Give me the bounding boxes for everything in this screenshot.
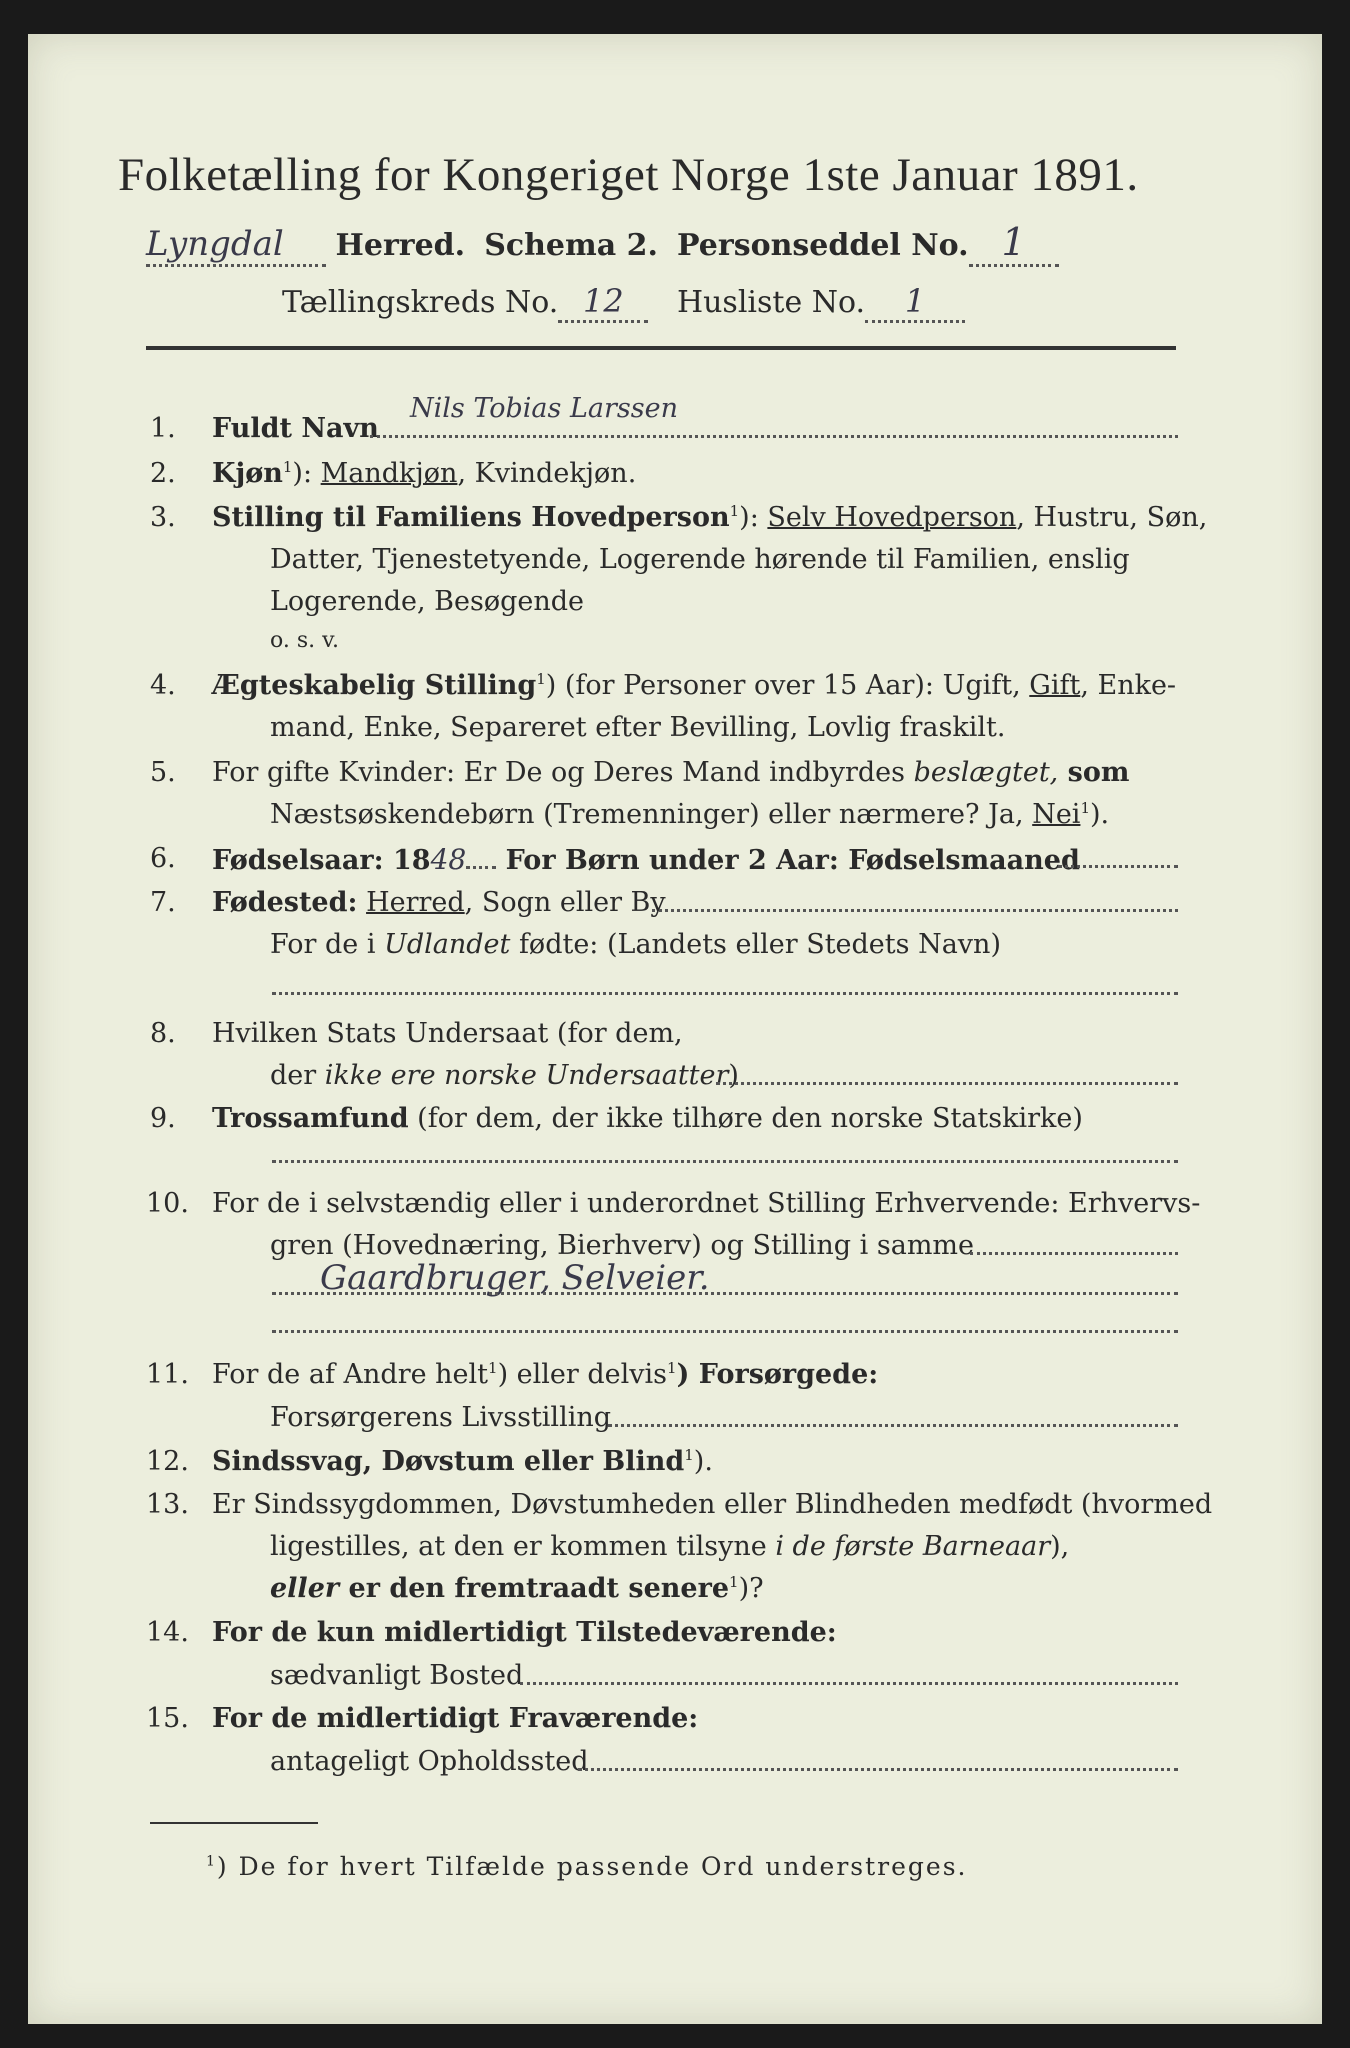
item-3-line3: Logerende, Besøgende — [270, 586, 584, 617]
item-5-number: 5. — [150, 757, 176, 788]
item-5-line2b: ). — [1089, 799, 1110, 830]
item-6-rest: For Børn under 2 Aar: Fødselsmaaned — [496, 845, 1080, 876]
item-14-number: 14. — [146, 1617, 189, 1648]
item-11-rest: ) eller delvis — [497, 1359, 668, 1390]
item-6-value: 48 — [430, 843, 467, 876]
item-3-sup: 1 — [729, 502, 740, 520]
item-2-sup: 1 — [282, 458, 293, 476]
item-8-line2 — [270, 1060, 739, 1091]
item-7-line2b: fødte: (Landets eller Stedets Navn) — [510, 929, 1001, 960]
item-2-option-mandkjon: Mandkjøn — [320, 458, 458, 489]
footnote-sup: 1 — [206, 1853, 217, 1870]
item-1-label: Fuldt Navn — [212, 413, 379, 444]
item-4-option-enke: , Enke- — [1080, 670, 1177, 701]
item-9-number: 9. — [150, 1103, 176, 1134]
item-2-option-kvindekjon: , Kvindekjøn. — [457, 458, 637, 489]
item-13-line3: eller er den fremtraadt senere$^1$)? — [270, 1573, 764, 1604]
item-4-line2: mand, Enke, Separeret efter Bevilling, Lovlig fraskilt. — [270, 712, 1006, 743]
item-7-option-herred: Herred — [366, 887, 465, 918]
footnote-text: ) De for hvert Tilfælde passende Ord understreges. — [216, 1852, 968, 1881]
item-7-line2 — [270, 929, 1001, 960]
item-5-rest: som — [1058, 757, 1130, 788]
item-13-line2a: ligestilles, at den er kommen tilsyne — [270, 1531, 776, 1562]
item-13-line3c: )? — [738, 1573, 764, 1604]
item-10-value: Gaardbruger, Selveier. — [320, 1258, 710, 1298]
item-8-italic: ikke ere norske Undersaatter — [324, 1060, 729, 1091]
item-14-line2: sædvanligt Bosted — [270, 1660, 524, 1691]
item-10-line2: gren (Hovednæring, Bierhverv) og Stilling i samme — [270, 1230, 975, 1261]
item-8-label: Hvilken Stats Undersaat — [212, 1018, 549, 1049]
item-3-option-selv: Selv Hovedperson — [767, 502, 1017, 533]
item-7-line2a: For de i — [270, 929, 385, 960]
item-6-label: Fødselsaar: 18 — [212, 845, 431, 876]
item-4-rest: ) (for Personer over 15 Aar): Ugift, — [545, 670, 1030, 701]
item-3-line2: Datter, Tjenestetyende, Logerende hørende til Familien, enslig — [270, 544, 1130, 575]
item-10-fill2 — [272, 1292, 1178, 1295]
item-7-line1 — [212, 887, 666, 918]
item-5-option-nei: Nei — [1032, 799, 1081, 830]
header-rule — [146, 346, 1176, 350]
item-10-number: 10. — [146, 1188, 189, 1219]
item-12-number: 12. — [146, 1446, 189, 1477]
item-8-line2b: ) — [728, 1060, 739, 1091]
item-3-number: 3. — [150, 502, 176, 533]
item-5-line2: Næstsøskendebørn (Tremenninger) eller nærmere? Ja, Nei$^1$). — [270, 799, 1110, 830]
kreds-no: 12 — [558, 282, 648, 323]
item-8-line1 — [212, 1018, 683, 1049]
item-13-italic: i de første Barneaar — [775, 1531, 1051, 1562]
item-12-label: Sindssvag, Døvstum eller Blind — [212, 1446, 685, 1477]
item-11-rest2: ) Forsørgede: — [676, 1359, 879, 1390]
item-4-label: Ægteskabelig Stilling — [212, 670, 537, 701]
item-8-rest: (for dem, — [548, 1018, 683, 1049]
item-3-rest: ): — [739, 502, 768, 533]
item-5-italic: beslægtet, — [913, 757, 1059, 788]
herred-label: Herred. — [335, 228, 466, 263]
item-6-line — [212, 843, 1080, 876]
item-8-fill — [716, 1082, 1178, 1085]
item-9-rest: (for dem, der ikke tilhøre den norske Statskirke) — [408, 1103, 1083, 1134]
item-9-line — [212, 1103, 1083, 1134]
herred-line — [146, 220, 1059, 267]
item-2-label: Kjøn — [212, 458, 283, 489]
item-11-line1: For de af Andre helt$^1$) eller delvis$^1$) Forsørgede: — [212, 1359, 879, 1390]
kreds-label: Tællingskreds No. — [282, 285, 559, 320]
item-15-fill — [578, 1768, 1178, 1771]
item-7-fill2 — [272, 992, 1178, 995]
item-7-italic: Udlandet — [384, 929, 511, 960]
item-9-fill — [272, 1160, 1178, 1163]
item-2-rest: ): — [292, 458, 321, 489]
item-9-label: Trossamfund — [212, 1103, 409, 1134]
item-11-label: For de af Andre helt — [212, 1359, 489, 1390]
item-3-options: , Hustru, Søn, — [1016, 502, 1208, 533]
item-2-line — [212, 458, 636, 489]
item-7-label: Fødested: — [212, 887, 358, 918]
item-5-label: For gifte Kvinder: Er De og Deres Mand indbyrdes — [212, 757, 905, 788]
item-1-value: Nils Tobias Larssen — [410, 393, 678, 424]
schema-label: Schema 2. — [484, 228, 658, 263]
item-11-number: 11. — [146, 1359, 189, 1390]
item-13-line2b: ), — [1050, 1531, 1070, 1562]
personseddel-label: Personseddel No. — [677, 228, 969, 263]
item-1-number: 1. — [150, 413, 176, 444]
item-6-fill — [1058, 865, 1178, 868]
item-6-number: 6. — [150, 843, 176, 874]
kreds-line — [282, 282, 965, 323]
item-10-fill — [970, 1252, 1178, 1255]
item-12-line: Sindssvag, Døvstum eller Blind$^1$). — [212, 1446, 713, 1477]
item-5-line1 — [212, 757, 1129, 788]
item-13-line2 — [270, 1531, 1069, 1562]
item-4-option-gift: Gift — [1029, 670, 1081, 701]
husliste-no: 1 — [865, 282, 965, 323]
item-4-number: 4. — [150, 670, 176, 701]
item-14-label: For de kun midlertidigt Tilstedeværende: — [212, 1617, 837, 1648]
item-15-number: 15. — [146, 1703, 189, 1734]
item-15-label: For de midlertidigt Fraværende: — [212, 1703, 699, 1734]
footnote — [206, 1852, 967, 1881]
item-8-number: 8. — [150, 1018, 176, 1049]
item-11-fill — [608, 1424, 1178, 1427]
item-3-label: Stilling til Familiens Hovedperson — [212, 502, 730, 533]
item-15-line2: antageligt Opholdssted — [270, 1746, 589, 1777]
item-5-line2a: Næstsøskendebørn (Tremenninger) eller nærmere? Ja, — [270, 799, 1033, 830]
item-3-line4: o. s. v. — [270, 628, 339, 653]
item-1-fill — [370, 435, 1178, 438]
husliste-label: Husliste No. — [676, 285, 866, 320]
item-14-fill — [520, 1682, 1178, 1685]
item-12-rest: ). — [693, 1446, 713, 1477]
item-7-rest: , Sogn eller By — [464, 887, 666, 918]
item-13-line3b: er den fremtraadt senere — [339, 1573, 730, 1604]
item-10-label: For de i selvstændig eller i underordnet Stilling Erhvervende: Erhvervs- — [212, 1188, 1201, 1219]
item-4-line1 — [212, 670, 1176, 701]
item-8-line2a: der — [270, 1060, 325, 1091]
page-title: Folketælling for Kongeriget Norge 1ste Januar 1891. — [118, 149, 1139, 201]
footnote-rule — [150, 1822, 318, 1824]
herred-value: Lyngdal — [146, 224, 326, 267]
item-10-fill3 — [272, 1330, 1178, 1333]
item-4-sup: 1 — [536, 670, 546, 688]
item-7-fill — [652, 909, 1178, 912]
item-11-line2: Forsørgerens Livsstilling — [270, 1402, 612, 1433]
item-13-number: 13. — [146, 1489, 189, 1520]
item-13-line3a: eller — [270, 1573, 340, 1604]
item-2-number: 2. — [150, 458, 176, 489]
personseddel-no: 1 — [969, 220, 1059, 267]
item-13-label: Er Sindssygdommen, Døvstumheden eller Blindheden medfødt (hvormed — [212, 1489, 1213, 1520]
item-3-line1 — [212, 502, 1207, 533]
item-7-number: 7. — [150, 887, 176, 918]
